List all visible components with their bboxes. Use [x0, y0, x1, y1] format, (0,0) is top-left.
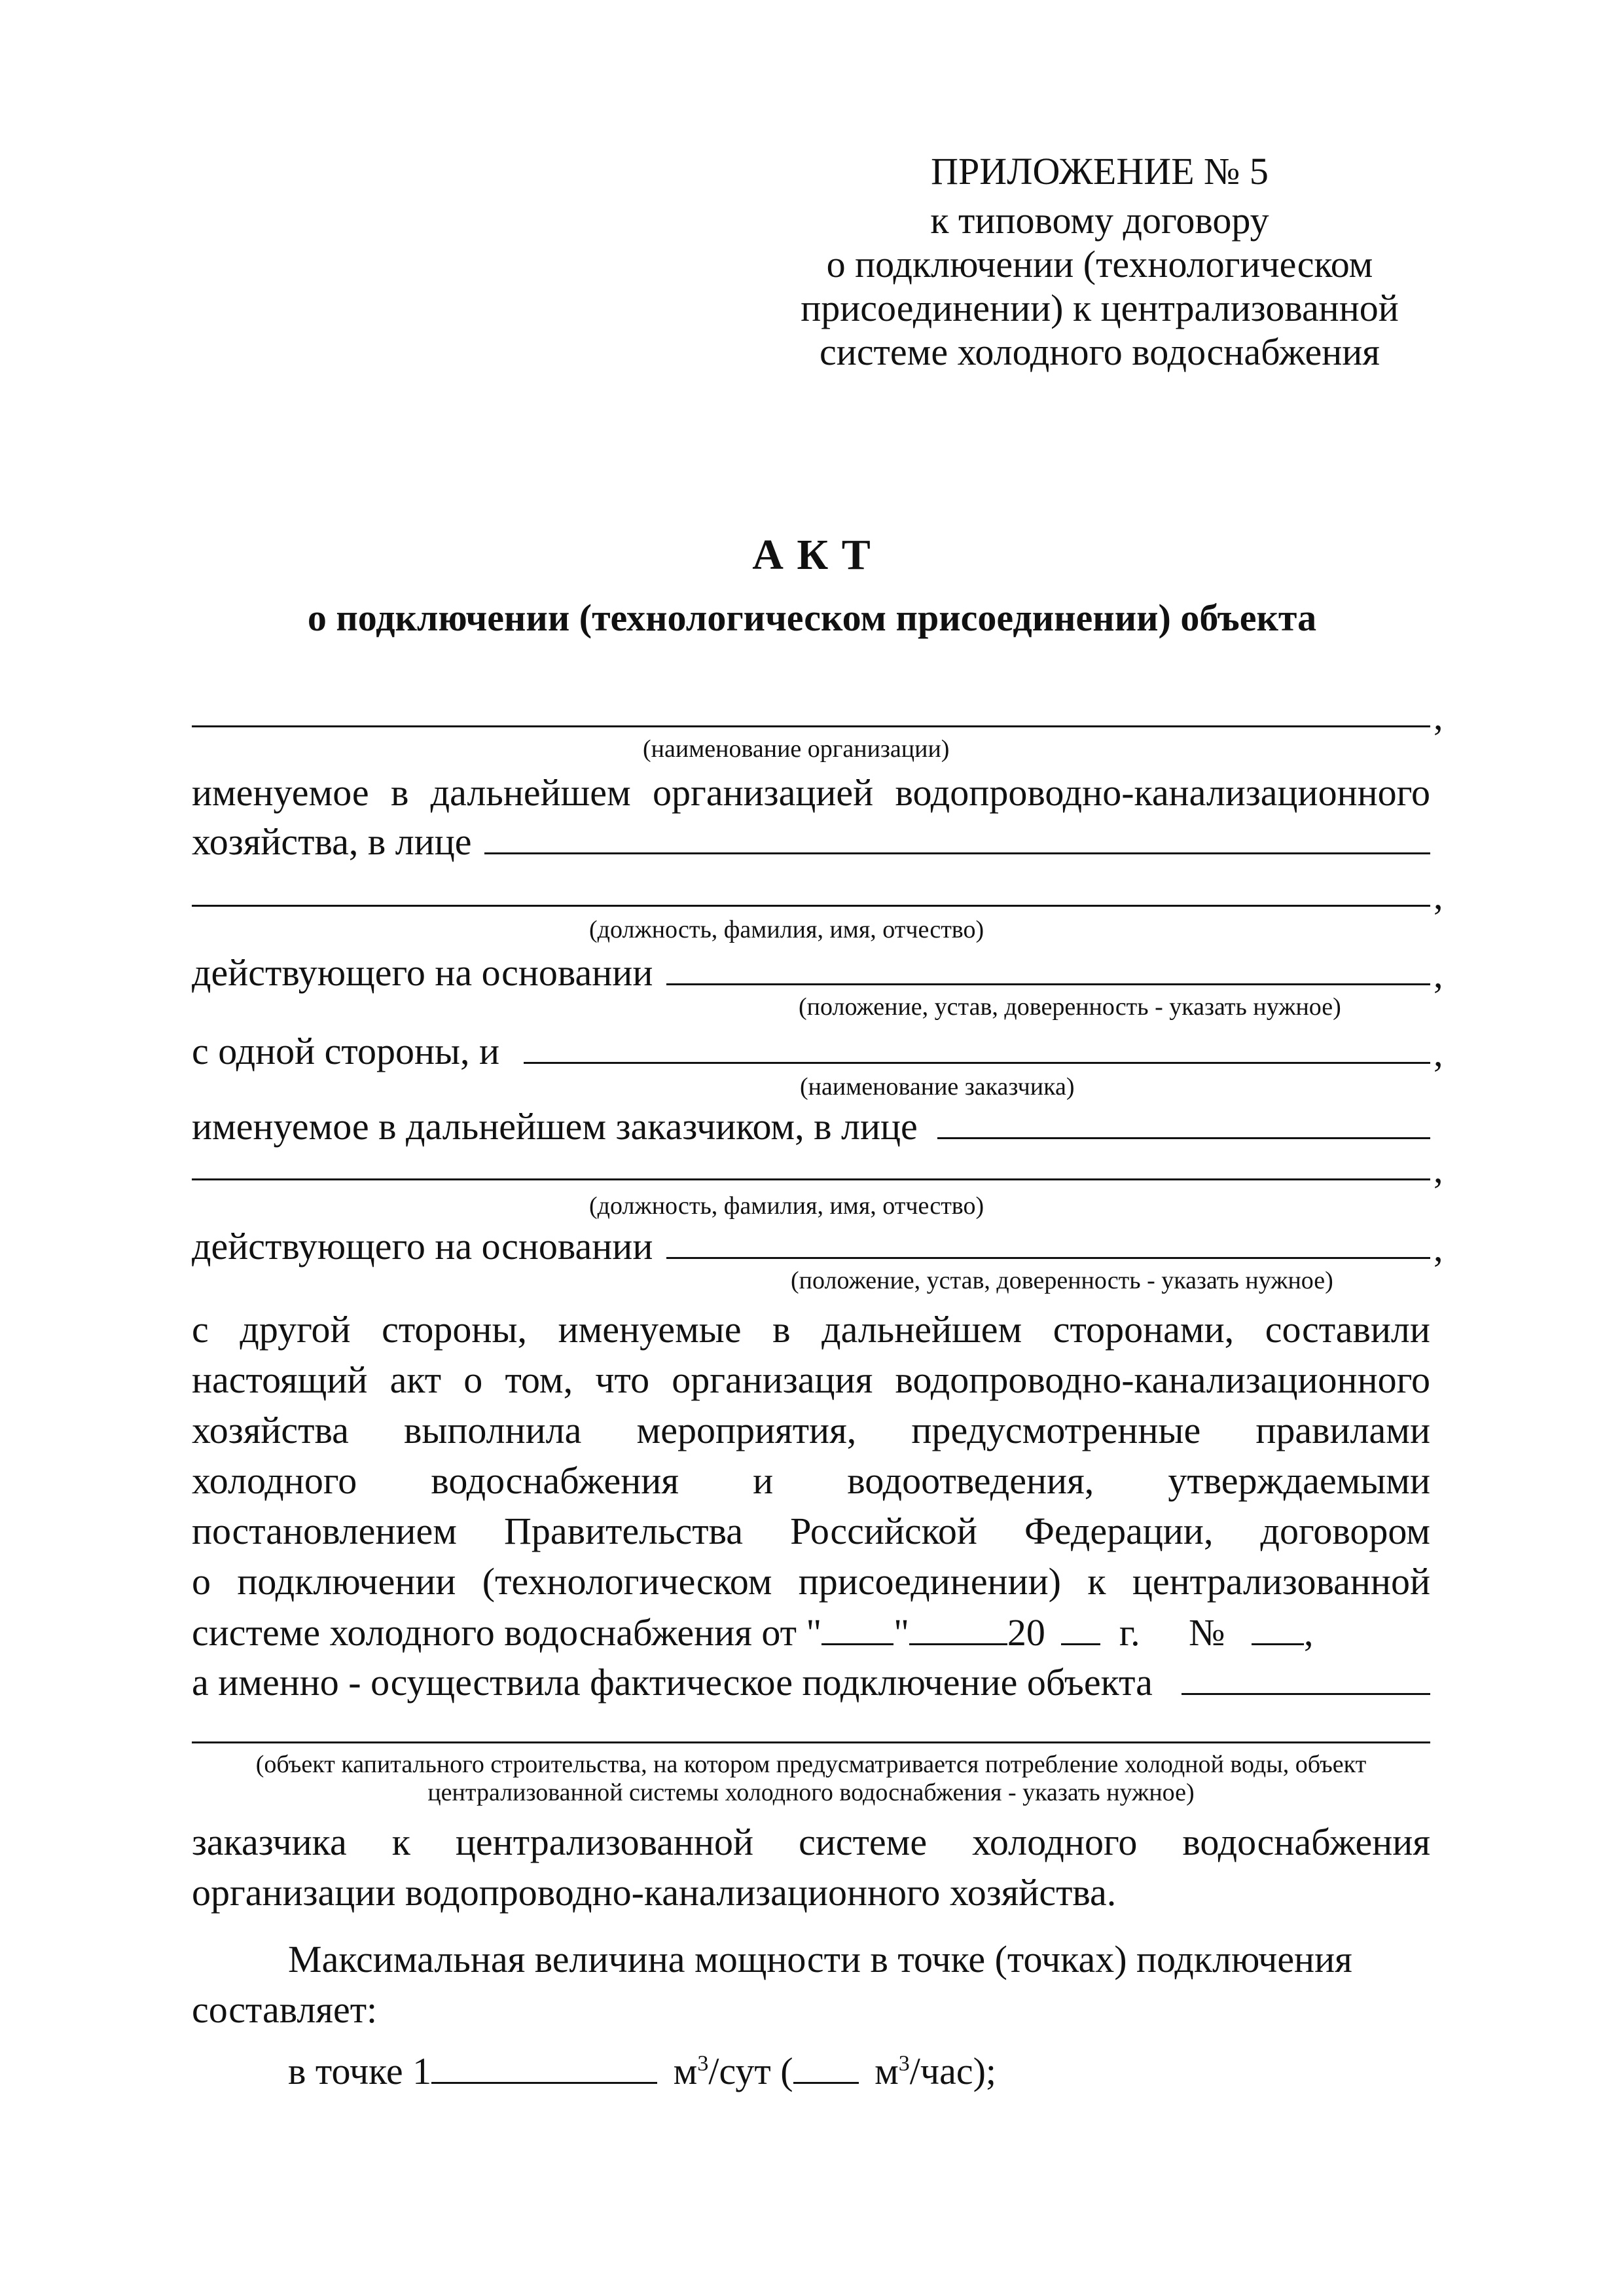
capacity-line: Максимальная величина мощности в точке (точках) подключения [288, 1938, 1352, 1980]
word: постановлением [192, 1510, 457, 1552]
document-subtitle: о подключении (технологическом присоединении) объекта [307, 596, 1317, 639]
word: том, [505, 1358, 573, 1401]
word: что [595, 1358, 650, 1401]
number-sign: № [1189, 1611, 1225, 1654]
unit-day-tail: /сут ( [708, 2050, 793, 2092]
word: предусмотренные [911, 1409, 1201, 1451]
paragraph-line [192, 1461, 1430, 1501]
unit-hour: м [875, 2050, 899, 2092]
hint-org-name: (наименование организации) [643, 735, 950, 763]
comma: , [1303, 1611, 1314, 1654]
contract-year-field[interactable] [1061, 1612, 1100, 1645]
contract-reference-line [192, 1612, 1313, 1653]
contract-from-text: системе холодного водоснабжения от " [192, 1611, 822, 1654]
org-name-field[interactable] [192, 725, 1430, 727]
word: холодного [192, 1459, 357, 1502]
year-prefix: 20 [1007, 1611, 1045, 1654]
word: договором [1260, 1510, 1430, 1552]
paragraph-line [192, 1561, 1430, 1602]
customer-name-field[interactable] [524, 1062, 1430, 1064]
customer-person-label: именуемое в дальнейшем заказчиком, в лице [192, 1105, 918, 1148]
word: стороны, [382, 1308, 527, 1351]
word: о [463, 1358, 483, 1401]
connection-object-field-2[interactable] [192, 1741, 1430, 1743]
connection-label: а именно - осуществила фактическое подключение объекта [192, 1661, 1153, 1704]
word: водоснабжения [1182, 1821, 1430, 1863]
org-position-field[interactable] [192, 905, 1430, 907]
word: с [192, 1308, 209, 1351]
appendix-number: ПРИЛОЖЕНИЕ № 5 [931, 150, 1269, 192]
hint-customer: (наименование заказчика) [800, 1073, 1075, 1101]
hint-position: (должность, фамилия, имя, отчество) [589, 1192, 984, 1220]
paragraph-line [192, 1309, 1430, 1350]
word: выполнила [404, 1409, 582, 1451]
paragraph-line [192, 1511, 1430, 1552]
point-capacity-hour-field[interactable] [793, 2050, 859, 2084]
year-suffix: г. [1119, 1611, 1140, 1654]
hint-object: (объект капитального строительства, на котором предусматривается потребление холодной воды, объект [255, 1751, 1367, 1778]
acting-basis-label: действующего на основании [192, 1225, 653, 1267]
unit-exponent: 3 [697, 2051, 709, 2076]
word: организация [672, 1358, 873, 1401]
word: мероприятия, [636, 1409, 857, 1451]
word: к [1087, 1560, 1106, 1603]
word: подключении [237, 1560, 456, 1603]
appendix-line: системе холодного водоснабжения [820, 331, 1380, 373]
paragraph-line [192, 1410, 1430, 1451]
word: другой [240, 1308, 351, 1351]
word: (технологическом [482, 1560, 772, 1603]
word: организацией [653, 771, 874, 814]
word: централизованной [1132, 1560, 1430, 1603]
word: дальнейшем [430, 771, 631, 814]
word: сторонами, [1053, 1308, 1235, 1351]
word: Федерации, [1024, 1510, 1214, 1552]
paragraph-line [192, 1822, 1430, 1863]
paragraph-line [192, 1360, 1430, 1400]
word: правилами [1255, 1409, 1430, 1451]
word: холодного [972, 1821, 1138, 1863]
word: системе [799, 1821, 928, 1863]
word: водоотведения, [847, 1459, 1094, 1502]
document-title: А К Т [752, 531, 872, 579]
hint-object: централизованной системы холодного водоснабжения - указать нужное) [427, 1779, 1195, 1806]
word: Российской [790, 1510, 977, 1552]
word: присоединении) [798, 1560, 1061, 1603]
word: составили [1265, 1308, 1430, 1351]
appendix-line: о подключении (технологическом [826, 243, 1373, 285]
customer-position-field[interactable] [192, 1178, 1430, 1180]
point-label: в точке 1 [288, 2050, 432, 2092]
org-person-field[interactable] [484, 852, 1430, 854]
word: водопроводно-канализационного [895, 771, 1430, 814]
unit-hour-tail: /час); [909, 2050, 996, 2092]
word: к [391, 1821, 410, 1863]
word: в [390, 771, 409, 814]
word: дальнейшем [821, 1308, 1022, 1351]
customer-person-field[interactable] [937, 1137, 1430, 1139]
word: именуемые [558, 1308, 742, 1351]
contract-number-field[interactable] [1252, 1612, 1304, 1645]
org-line: организации водопроводно-канализационного хозяйства. [192, 1871, 1117, 1914]
word: Правительства [504, 1510, 743, 1552]
acting-basis-field[interactable] [666, 983, 1430, 985]
appendix-line: к типовому договору [930, 199, 1269, 242]
org-role-line [192, 773, 1430, 813]
hint-position: (должность, фамилия, имя, отчество) [589, 916, 984, 943]
word: централизованной [455, 1821, 754, 1863]
word: утверждаемыми [1168, 1459, 1430, 1502]
appendix-header [772, 149, 1427, 374]
acting-basis-label: действующего на основании [192, 951, 653, 994]
word: водопроводно-канализационного [895, 1358, 1430, 1401]
word: заказчика [192, 1821, 347, 1863]
point-capacity-line [288, 2050, 996, 2092]
one-side-label: с одной стороны, и [192, 1030, 500, 1072]
acting-basis-field[interactable] [666, 1257, 1430, 1259]
word: акт [389, 1358, 442, 1401]
unit-day: м [673, 2050, 698, 2092]
word: и [753, 1459, 774, 1502]
hint-basis: (положение, устав, доверенность - указать нужное) [791, 1267, 1333, 1294]
org-person-label: хозяйства, в лице [192, 820, 472, 863]
word: в [772, 1308, 791, 1351]
hint-basis: (положение, устав, доверенность - указать нужное) [799, 993, 1341, 1021]
word: настоящий [192, 1358, 368, 1401]
quote: " [893, 1611, 909, 1654]
appendix-line: присоединении) к централизованной [801, 287, 1399, 329]
connection-object-field[interactable] [1182, 1693, 1430, 1695]
word: водоснабжения [431, 1459, 679, 1502]
word: именуемое [192, 771, 369, 814]
capacity-line: составляет: [192, 1988, 378, 2031]
word: хозяйства [192, 1409, 349, 1451]
point-capacity-day-field[interactable] [431, 2050, 657, 2084]
unit-exponent: 3 [898, 2051, 910, 2076]
contract-month-field[interactable] [909, 1612, 1007, 1645]
contract-day-field[interactable] [821, 1612, 893, 1645]
word: о [192, 1560, 211, 1603]
